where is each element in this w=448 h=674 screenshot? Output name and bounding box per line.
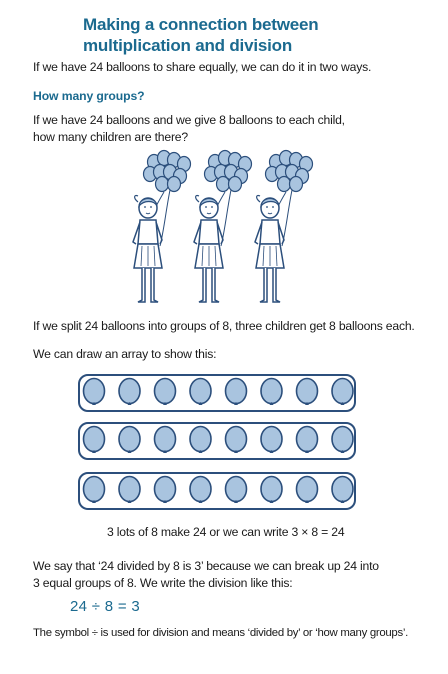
say-line-2: 3 equal groups of 8. We write the division like this: [33,576,293,590]
say-text [33,558,379,592]
symbol-text: The symbol ÷ is used for division and means ‘divided by’ or ‘how many groups’. [33,627,408,639]
balloon-icon [297,477,318,504]
question-line-1: If we have 24 balloons and we give 8 balloons to each child, [33,113,345,127]
balloon-icon [261,427,282,454]
array-intro-text: We can draw an array to show this: [33,347,217,361]
balloon-icon [190,379,211,406]
balloon-icon [155,477,176,504]
children-svg [110,150,330,310]
balloon-array [78,374,356,510]
balloon-icon [119,477,140,504]
balloon-icon [332,477,353,504]
balloon-icon [297,427,318,454]
page-title [83,14,433,56]
balloon-icon [119,379,140,406]
balloon-icon [84,477,105,504]
child-with-balloons-icon [255,151,313,303]
balloon-icon [190,477,211,504]
balloon-icon [261,477,282,504]
question-text [33,112,345,146]
array-caption: 3 lots of 8 make 24 or we can write 3 × 8 = 24 [107,525,345,539]
balloon-icon [190,427,211,454]
balloon-icon [155,427,176,454]
child-with-balloons-icon [133,151,191,303]
division-equation: 24 ÷ 8 = 3 [70,598,141,615]
balloon-icon [84,427,105,454]
child-with-balloons-icon [194,151,252,303]
section-heading: How many groups? [33,89,145,103]
balloon-icon [119,427,140,454]
balloon-icon [261,379,282,406]
say-line-1: We say that ‘24 divided by 8 is 3’ because we can break up 24 into [33,559,379,573]
children-illustration [110,150,330,310]
balloon-icon [226,427,247,454]
balloon-icon [226,477,247,504]
balloon-icon [332,427,353,454]
question-line-2: how many children are there? [33,130,188,144]
balloon-icon [155,379,176,406]
split-text: If we split 24 balloons into groups of 8, three children get 8 balloons each. [33,319,415,333]
balloon-icon [84,379,105,406]
balloon-icon [332,379,353,406]
balloon-icon [226,379,247,406]
title-line-2: multiplication and division [83,36,293,55]
intro-text: If we have 24 balloons to share equally, we can do it in two ways. [33,60,372,74]
title-line-1: Making a connection between [83,15,319,34]
balloon-icon [297,379,318,406]
